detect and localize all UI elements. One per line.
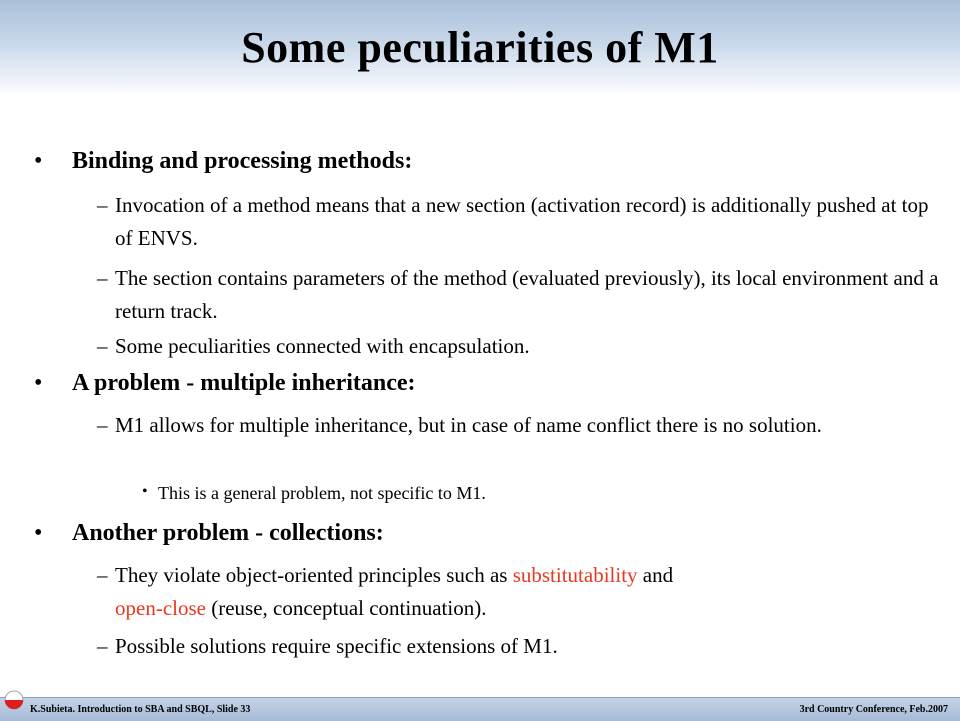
dash-icon: – [97, 563, 108, 587]
footer-bar [0, 697, 960, 721]
bullet-heading-text: A problem - multiple inheritance: [72, 370, 416, 396]
sub-bullet-text-middle: and [637, 563, 674, 587]
sub-bullet [97, 189, 945, 255]
highlight-open-close: open-close [115, 596, 206, 620]
sub-bullet [97, 330, 945, 363]
sub-bullet-text-after: (reuse, conceptual continuation). [205, 596, 487, 620]
sub-bullet-text: Invocation of a method means that a new section (activation record) is additionally pushed at top of ENVS. [115, 193, 929, 250]
sub-bullet-text: The section contains parameters of the method (evaluated previously), its local environment and a return track. [115, 266, 939, 323]
footer-conference: 3rd Country Conference, Feb.2007 [799, 704, 948, 715]
sub-bullet-text-before: They violate object-oriented principles such as [115, 563, 513, 587]
dash-icon: – [97, 266, 108, 290]
bullet-heading-collections [34, 520, 384, 547]
bullet-heading-inheritance [34, 370, 416, 397]
bullet-icon: • [142, 483, 148, 500]
bullet-icon: • [34, 148, 43, 174]
sub-bullet-text: Possible solutions require specific extensions of M1. [115, 634, 558, 658]
sub-bullet [97, 409, 945, 442]
sub-bullet [97, 630, 945, 663]
dash-icon: – [97, 193, 108, 217]
bullet-heading-text: Binding and processing methods: [72, 148, 413, 174]
sub-sub-bullet-text: This is a general problem, not specific to M1. [158, 483, 486, 503]
slide-title: Some peculiarities of M1 [241, 23, 719, 72]
dash-icon: – [97, 634, 108, 658]
sub-bullet-text: M1 allows for multiple inheritance, but in case of name conflict there is no solution. [115, 413, 822, 437]
dash-icon: – [97, 334, 108, 358]
highlight-substitutability: substitutability [512, 563, 638, 587]
bullet-icon: • [34, 520, 43, 546]
bullet-heading-text: Another problem - collections: [72, 520, 384, 546]
bullet-heading-binding [34, 148, 413, 175]
sub-bullet [97, 262, 945, 328]
footer-credit: K.Subieta. Introduction to SBA and SBQL, Slide 33 [30, 704, 251, 715]
sub-bullet-text: Some peculiarities connected with encapsulation. [115, 334, 530, 358]
polish-flag-logo-icon [4, 690, 24, 710]
dash-icon: – [97, 413, 108, 437]
sub-sub-bullet [142, 483, 486, 504]
sub-bullet [97, 559, 945, 625]
bullet-icon: • [34, 370, 43, 396]
